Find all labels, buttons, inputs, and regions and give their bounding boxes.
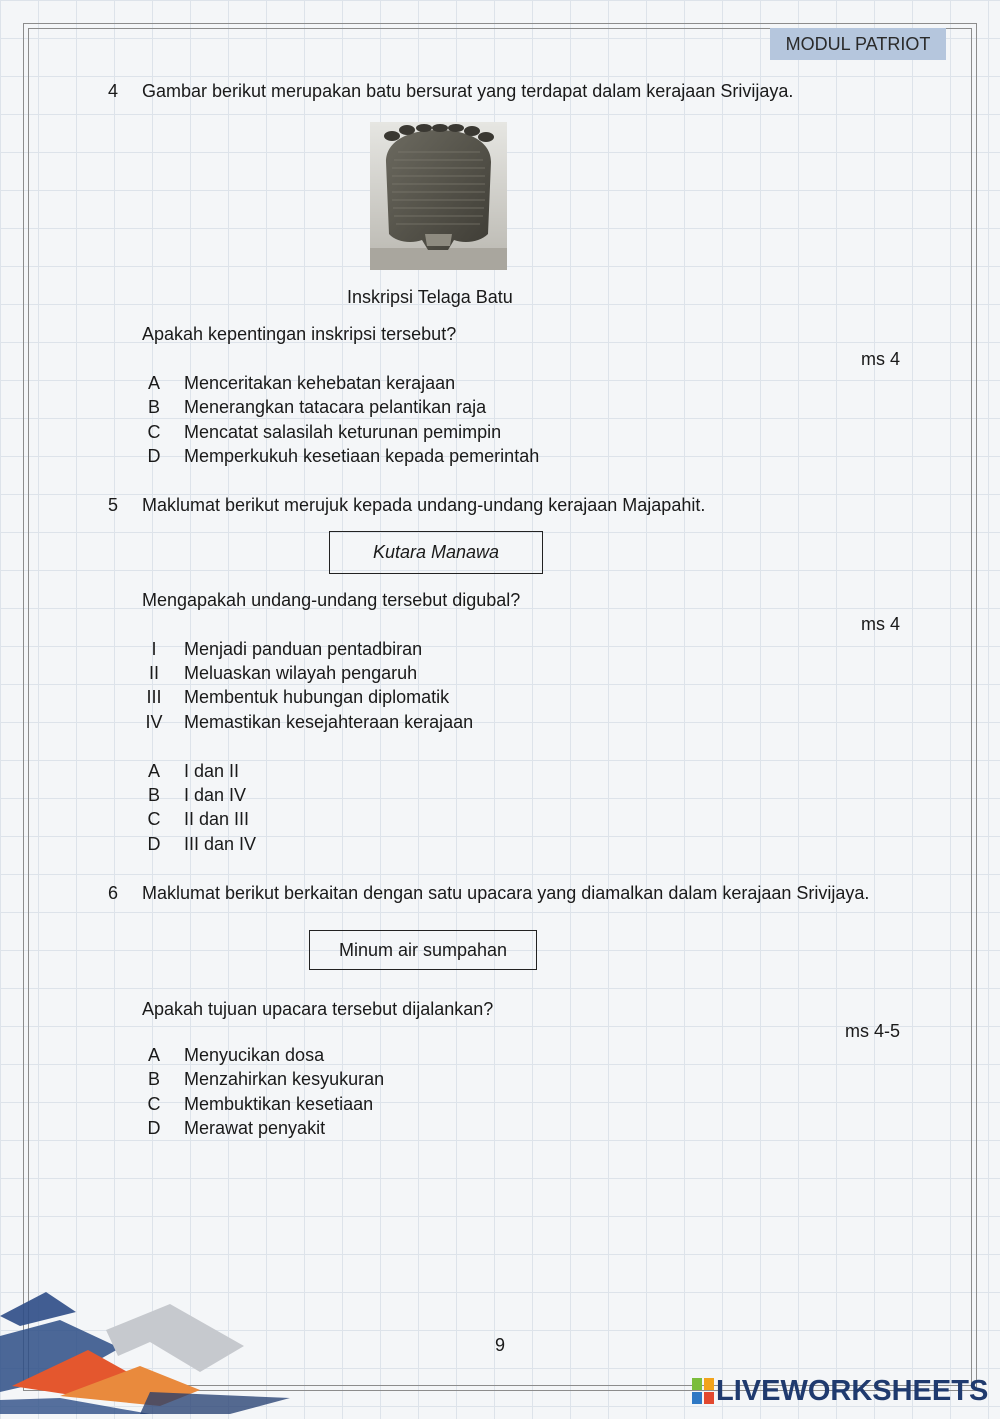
option-letter: A [147, 1045, 160, 1065]
question-6-page-ref: ms 4-5 [844, 1021, 900, 1041]
info-box-minum-air-sumpahan [309, 930, 537, 970]
option-letter: D [147, 1118, 161, 1138]
option-letter: B [147, 785, 160, 805]
page-number: 9 [494, 1335, 505, 1355]
option-letter: C [147, 1094, 161, 1114]
option-text: I dan II [184, 761, 240, 781]
liveworksheets-logo [692, 1374, 988, 1408]
question-4-prompt: Apakah kepentingan inskripsi tersebut? [142, 324, 457, 344]
option-letter: A [147, 761, 160, 781]
statement-text: Meluaskan wilayah pengaruh [184, 663, 418, 683]
statement-numeral: II [148, 663, 159, 683]
option-text: Memperkukuh kesetiaan kepada pemerintah [184, 446, 540, 466]
option-text: Menceritakan kehebatan kerajaan [184, 373, 456, 393]
question-6-number: 6 [108, 883, 119, 903]
statement-numeral: I [151, 639, 157, 659]
info-box-kutara-manawa [329, 531, 543, 574]
corner-decoration [0, 1280, 300, 1419]
question-5-text: Maklumat berikut merujuk kepada undang-undang kerajaan Majapahit. [142, 495, 706, 515]
question-5-page-ref: ms 4 [860, 614, 900, 634]
module-header-tag: MODUL PATRIOT [770, 28, 946, 60]
option-letter: C [147, 809, 161, 829]
question-6-text: Maklumat berikut berkaitan dengan satu upacara yang diamalkan dalam kerajaan Srivijaya. [142, 883, 870, 903]
question-4-page-ref: ms 4 [860, 349, 900, 369]
liveworksheets-logo-icon [692, 1378, 714, 1404]
statement-text: Membentuk hubungan diplomatik [184, 687, 450, 707]
option-text: II dan III [184, 809, 250, 829]
photo-caption: Inskripsi Telaga Batu [347, 287, 513, 307]
option-text: Menyucikan dosa [184, 1045, 325, 1065]
option-text: Membuktikan kesetiaan [184, 1094, 374, 1114]
option-text: I dan IV [184, 785, 247, 805]
option-text: Merawat penyakit [184, 1118, 326, 1138]
question-4-text: Gambar berikut merupakan batu bersurat yang terdapat dalam kerajaan Srivijaya. [142, 81, 794, 101]
option-letter: D [147, 446, 161, 466]
liveworksheets-wordmark: LIVEWORKSHEETS [716, 1375, 989, 1407]
option-text: III dan IV [184, 834, 257, 854]
question-5-number: 5 [108, 495, 119, 515]
option-text: Menzahirkan kesyukuran [184, 1069, 385, 1089]
option-letter: B [147, 1069, 160, 1089]
question-6-prompt: Apakah tujuan upacara tersebut dijalankan? [142, 999, 494, 1019]
option-text: Menerangkan tatacara pelantikan raja [184, 397, 487, 417]
option-letter: D [147, 834, 161, 854]
option-letter: A [147, 373, 160, 393]
info-box-text: Kutara Manawa [372, 542, 500, 562]
statement-text: Menjadi panduan pentadbiran [184, 639, 423, 659]
info-box-text: Minum air sumpahan [338, 939, 508, 960]
option-letter: C [147, 422, 161, 442]
question-5-prompt: Mengapakah undang-undang tersebut digubal? [142, 590, 521, 610]
option-letter: B [147, 397, 160, 417]
statement-numeral: IV [145, 712, 163, 732]
statement-text: Memastikan kesejahteraan kerajaan [184, 712, 474, 732]
statement-numeral: III [146, 687, 162, 707]
question-4-number: 4 [108, 81, 119, 101]
option-text: Mencatat salasilah keturunan pemimpin [184, 422, 502, 442]
telaga-batu-inscription-photo [370, 122, 507, 270]
